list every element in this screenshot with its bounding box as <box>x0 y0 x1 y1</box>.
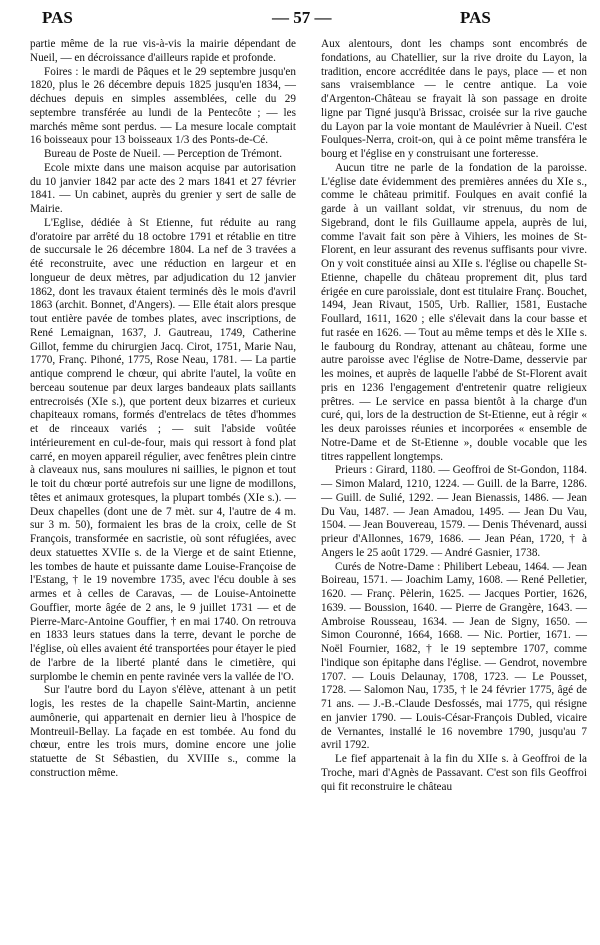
paragraph-prieurs: Prieurs : Girard, 1180. — Geoffroi de St-Gondon, 1184. — Simon Malard, 1210, 1224. — Guill. de la Barre, 1286. — Guill. de Sulié, 1292. — Jean Bienassis, 1486. — Jean Du Vau, 1487. — Jean Amadou, 1495. — Jean Du Vau, 1504. — Jean Bouvereau, 1579. — Denis Thévenard, aussi prieur d'Allonnes, 1679, 1686. — Jean Péan, 1720, † à Angers le 25 août 1729. — André Gasnier, 1738. <box>321 464 587 559</box>
paragraph-ecole-mixte: Ecole mixte dans une maison acquise par autorisation du 10 janvier 1842 par acte des 2 mars 1841 et 27 février 1841. — Un cabinet, auprès du grenier y sert de salle de Mairie. <box>30 161 296 215</box>
paragraph-chapelle-saint-martin: Sur l'autre bord du Layon s'élève, attenant à un petit logis, les restes de la chapelle Saint-Martin, ancienne aumônerie, qui appartenait en dernier lieu à l'hospice de Montreuil-Bellay. La façade en est tombée. Au fond du chœur, entre les trois murs, domine encore une jolie statuette de St Sébastien, du XVIIIe s., comme la construction même. <box>30 684 296 779</box>
paragraph-rue-nueil: partie même de la rue vis-à-vis la mairie dépendant de Nueil, — en décroissance d'ailleurs rapide et profonde. <box>30 38 296 64</box>
page-number: — 57 — <box>272 8 332 27</box>
left-column <box>30 38 296 781</box>
paragraph-cures-notre-dame: Curés de Notre-Dame : Philibert Lebeau, 1464. — Jean Boireau, 1571. — Joachim Lamy, 1608. — René Pelletier, 1620. — Franç. Pèlerin, 1625. — Jacques Portier, 1626, 1639. — Boussion, 1640. — Pierre de Grangère, 1643. — Ambroise Rousseau, 1634. — Jean de Signy, 1650. — Simon Couronné, 1664, 1668. — Nic. Portier, 1671. — Noël Fournier, 1682, † le 19 septembre 1707, comme l'indique son épitaphe dans l'église. — Gendrot, novembre 1707. — Louis Delaunay, 1708, 1723. — Le Pousset, 1728. — Salomon Nau, 1735, † le 24 février 1775, âgé de 71 ans. — J.-B.-Claude Desfossés, mai 1775, qui résigne en janvier 1790. — Louis-César-François Dubled, vicaire de Vernantes, installé le 16 novembre 1790, jusqu'au 7 avril 1792. <box>321 560 587 752</box>
header-left-word: PAS <box>42 8 73 27</box>
paragraph-fief: Le fief appartenait à la fin du XIIe s. à Geoffroi de la Troche, mari d'Agnès de Passavant. C'est son fils Geoffroi qui fit reconstruire le château <box>321 753 587 793</box>
paragraph-foires: Foires : le mardi de Pâques et le 29 septembre jusqu'en 1820, plus le 26 décembre depuis 1825 jusqu'en 1834, — déchues depuis en simples assemblées, celle du 29 septembre transférée au lundi de la Pentecôte ; — les marchés même sont perdus. — La mesure locale comptait 16 boisseaux pour 13 boisseaux 1/3 des Ponts-de-Cé. <box>30 65 296 147</box>
running-header <box>0 8 600 32</box>
paragraph-eglise: L'Eglise, dédiée à St Etienne, fut réduite au rang d'oratoire par arrêté du 18 octobre 1791 et rétablie en titre de succursale le 26 décembre 1804. La nef de 3 travées a été reconstruite, avec une réduction en largeur et en longueur de deux mètres, par adjudication du 12 janvier 1862, dont les travaux étaient terminés dès le mois d'avril 1863 (archit. Bonnet, d'Angers). — Elle était alors presque tout entière pavée de tombes plates, avec inscriptions, de René Lemaignan, 1637, J. Gautreau, 1749, Catherine Gillot, femme du chirurgien Jacq. Cirot, 1751, Marie Nau, 1770, Franç. Pihoné, 1775, Rose Neau, 1781. — La partie antique comprend le chœur, qui abrite l'autel, la voûte en berceau soutenue par deux larges bandeaux plats saillants entrecroisés (XIe s.), que portent deux bizarres et curieux chapiteaux romans, formés d'entrelacs de têtes d'hommes et de rinceaux variés ; — suit l'abside voûtée intérieurement en cul-de-four, mais qui ressort à fond plat carré, en moyen appareil régulier, avec fenêtres plein cintre à claveaux nus, sans moulures ni saillies, le pignon et tout le toit du chœur porté autrefois sur une ligne de modillons, têtes et animaux grotesques, la plupart tombés (XIe s.). — Deux chapelles (dont une de 7 mèt. sur 4, l'autre de 4 m. sur 3 m. 50), formaient les bras de la croix, celle de St François, transformée en sacristie, où sont réfugiées, avec deux statuettes XVIIe s. de la Vierge et de saint Etienne, les tombes de haute et puissante dame Louise-Françoise de l'Estang, † le 19 novembre 1735, avec l'écu double à ses armes et à celles de Caravas, — de Louise-Antoinette Gouffier, morte âgée de 2 ans, le 9 juillet 1731 — et de Pierre-Marc-Antoine Gouffier, † en mai 1740. On retrouva en 1833 leurs statues dans la terre, devant le porche de l'église, où elles avaient été transportées pour étayer le pied de l'arbre de la liberté planté dans le cimetière, qui surplombe le chemin en pente ravinée vers la vallée de l'O. <box>30 216 296 683</box>
paragraph-fondation-paroisse: Aucun titre ne parle de la fondation de la paroisse. L'église date évidemment des premières années du XIe s., comme le château primitif. Foulques en avait confié la garde à un vaillant soldat, vir strenuus, du nom de Sigebrand, dont le fils Guillaume appela, auprès de lui, comme l'avait fait son père à Vihiers, les moines de St-Florent, en leur assurant des revenus suffisants pour vivre. On y voit constituée ainsi au XIIe s. l'église ou chapelle St-Etienne, chapelle du château proprement dit, plus tard érigée en cure paroissiale, dont est titulaire Franç. Bouchet, 1494, Jean Rivaut, 1505, Urb. Rallier, 1581, Eustache Foullard, 1611, 1620 ; elle s'élevait dans la cour basse et fut rasée en 1626. — Tout au même temps et dès le XIIe s. le faubourg du Rondray, attenant au château, forme une autre paroisse avec l'église de Notre-Dame, desservie par les moines, et auprès de laquelle l'abbé de St-Florent avait pris en 1236 l'engagement d'entretenir quatre religieux prêtres. — Le service en passa bientôt à la charge d'un curé, qui, lors de la destruction de St-Etienne, eut à régir « les deux paroisses réunies et incorporées « ensemble de Notre-Dame et de St-Etienne », double vocable que les titres rappellent longtemps. <box>321 161 587 463</box>
paragraph-bureau-de-poste: Bureau de Poste de Nueil. — Perception de Trémont. <box>44 148 283 160</box>
right-column <box>321 38 587 794</box>
header-right-word: PAS <box>460 8 491 27</box>
paragraph-alentours: Aux alentours, dont les champs sont encombrés de fondations, au Chatellier, sur la rive droite du Layon, la tradition, encore accréditée dans le pays, place — et non sans vraisemblance — le centre antique. La voie d'Argenton-Château se frayait là son passage en droite ligne par Tigné jusqu'à Brissac, croisée sur la rive gauche du Layon par la voie montant de Maulévrier à Nueil. C'est Foulques-Nerra, croit-on, qui à ce point même transféra le bourg et l'église en y construisant une forteresse. <box>321 38 587 160</box>
